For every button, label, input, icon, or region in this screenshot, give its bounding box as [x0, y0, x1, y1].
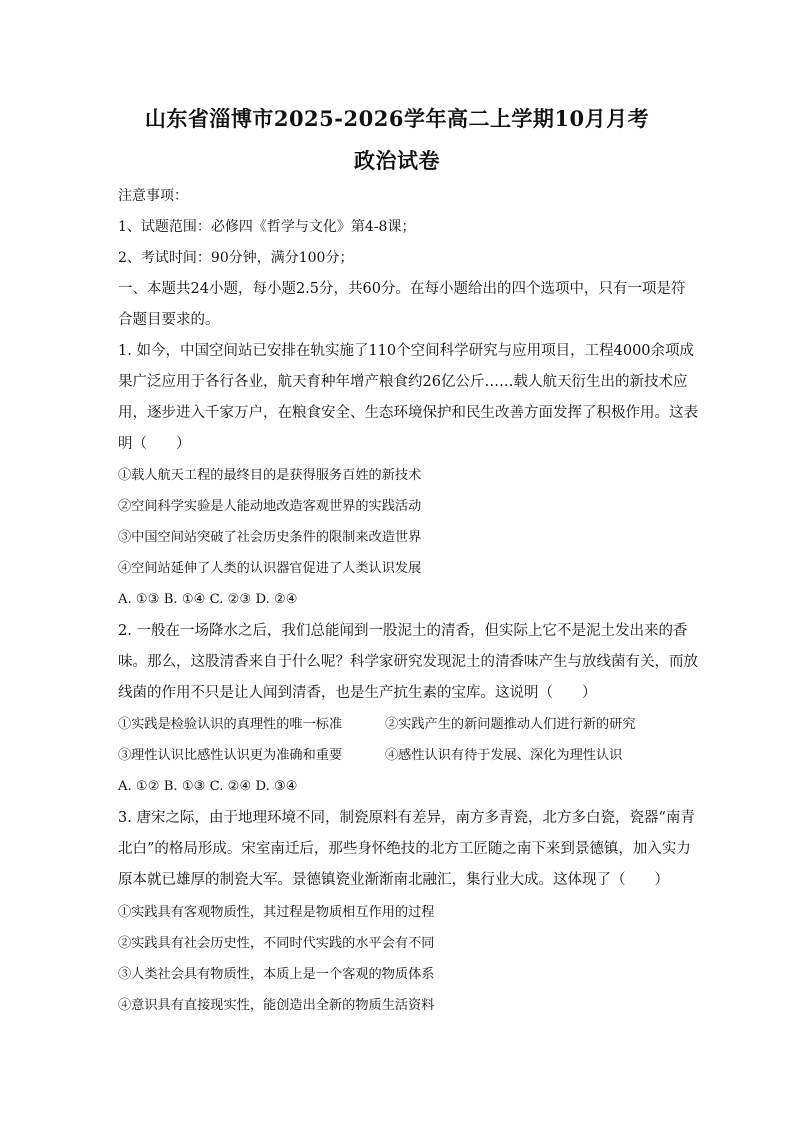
q3-option: ②实践具有社会历史性，不同时代实践的水平会有不同: [118, 936, 435, 951]
exam-subtitle: 政治试卷: [354, 148, 440, 173]
q2-option: ④感性认识有待于发展、深化为理性认识: [385, 748, 623, 763]
q2-stem-line: 味。那么，这股清香来自于什么呢？科学家研究发现泥土的清香味产生与放线菌有关，而放: [118, 654, 698, 670]
q1-stem-line: 明（ ）: [118, 436, 191, 452]
q1-option: ①载人航天工程的最终目的是获得服务百姓的新技术: [118, 468, 422, 483]
q2-options-row: [118, 746, 678, 766]
q2-stem-line: 线菌的作用不只是让人闻到清香，也是生产抗生素的宝库。这说明（ ）: [118, 685, 597, 701]
q1-option: ④空间站延伸了人类的认识器官促进了人类认识发展: [118, 561, 422, 576]
q3-option: ④意识具有直接现实性，能创造出全新的物质生活资料: [118, 998, 435, 1013]
notes-heading: 注意事项：: [118, 188, 188, 204]
q3-stem-line: 北白”的格局形成。宋室南迁后，那些身怀绝技的北方工匠随之南下来到景德镇，加入实力: [118, 841, 691, 857]
q1-option: ③中国空间站突破了社会历史条件的限制来改造世界: [118, 530, 422, 545]
note-time: 2、考试时间：90分钟，满分100分；: [118, 250, 354, 266]
q3-stem-line: 原本就已雄厚的制瓷大军。景德镇瓷业渐渐南北融汇，集行业大成。这体现了（ ）: [118, 872, 669, 888]
q2-option: ①实践是检验认识的真理性的唯一标准: [118, 717, 343, 732]
q3-stem-line: 3. 唐宋之际，由于地理环境不同，制瓷原料有差异，南方多青瓷，北方多白瓷，瓷器“南青: [118, 810, 695, 826]
section-instruction-line-1: 一、本题共24小题，每小题2.5分，共60分。在每小题给出的四个选项中，只有一项是符: [118, 281, 686, 297]
q3-option: ③人类社会具有物质性，本质上是一个客观的物质体系: [118, 967, 435, 982]
q1-stem-line: 1. 如今，中国空间站已安排在轨实施了110个空间科学研究与应用项目，工程4000余项成: [118, 343, 695, 359]
q1-stem-line: 用，逐步进入千家万户，在粮食安全、生态环境保护和民生改善方面发挥了积极作用。这表: [118, 405, 698, 421]
q1-choices: A. ①③ B. ①④ C. ②③ D. ②④: [118, 592, 298, 607]
note-scope: 1、试题范围：必修四《哲学与文化》第4-8课；: [118, 219, 416, 235]
q2-stem-line: 2. 一般在一场降水之后，我们总能闻到一股泥土的清香，但实际上它不是泥土发出来的香: [118, 623, 688, 639]
q1-option: ②空间科学实验是人能动地改造客观世界的实践活动: [118, 499, 422, 514]
q3-option: ①实践具有客观物质性，其过程是物质相互作用的过程: [118, 905, 435, 920]
exam-title: 山东省淄博市2025-2026学年高二上学期10月月考: [144, 106, 650, 131]
q1-stem-line: 果广泛应用于各行各业，航天育种年增产粮食约26亿公斤……载人航天衍生出的新技术应: [118, 374, 688, 390]
section-instruction-line-2: 合题目要求的。: [118, 312, 220, 328]
q2-option: ③理性认识比感性认识更为准确和重要: [118, 748, 343, 763]
q2-options-row: [118, 715, 678, 735]
q2-option: ②实践产生的新问题推动人们进行新的研究: [385, 717, 636, 732]
q2-choices: A. ①② B. ①③ C. ②④ D. ③④: [118, 779, 298, 794]
